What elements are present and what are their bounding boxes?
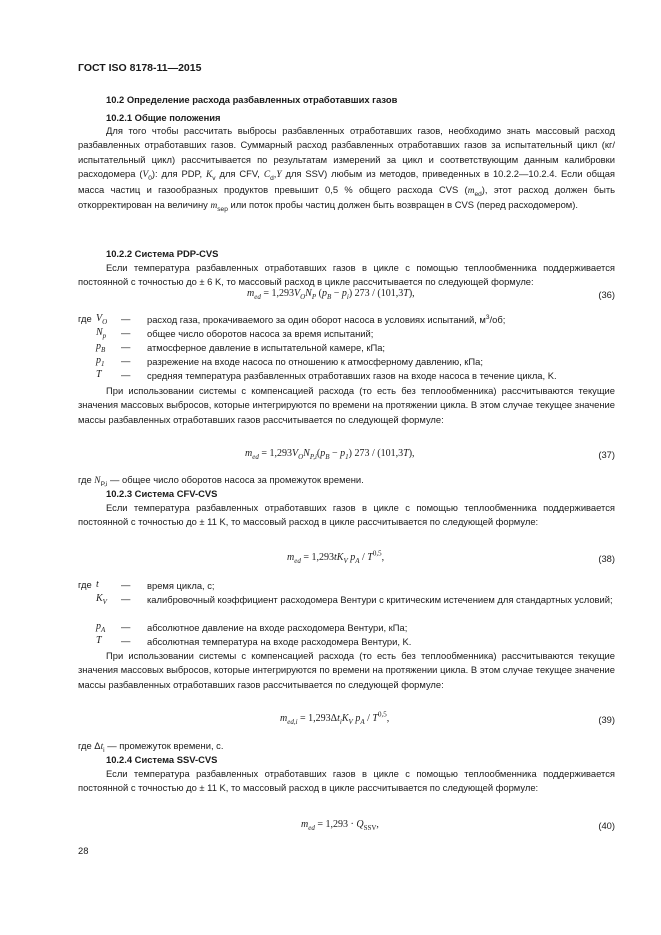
definition-kv: калибровочный коэффициент расходомера Вентури с критическим истечением для стандартных условий; [147,594,613,605]
dash: — [121,313,131,324]
text-run: для SSV) любым из методов, приведенных в 10.2.2—10.2.4. Если общая масса частиц и газообразных продуктов превышит 0,5 % общего расхода CVS ( [78,168,615,195]
dash: — [121,327,131,338]
dash: — [121,341,131,352]
equation-36: $m_{ed} = 1,293V_ON_P$ $(p_B - p_i)$ 273 / (101,3T), [247,288,415,301]
equation-40: $m_{ed} = 1,293 \cdot Q_{SSV}$, [301,819,379,832]
definition-np: общее число оборотов насоса за время испытаний; [147,328,374,339]
symbol-t: T [96,369,102,380]
equation-36-number: (36) [598,289,615,300]
where-39: где $\Delta t_i$ — промежуток времени, с. [78,740,224,754]
equation-40-number: (40) [598,820,615,831]
dash: — [121,635,131,646]
where-label: где [78,579,92,590]
paragraph-compensation-2: При использовании системы с компенсацией расхода (то есть без теплообменника) рассчитываются текущие значения массовых выбросов, которые интегрируются по времени на протяжении цикла. В этом случае текущее значение массы разбавленных отработавших газов рассчитывается по следующей формуле: [78,650,615,690]
dash: — [121,355,131,366]
symbol-p1: $p_1$ [96,355,105,368]
text-run: ), этот расход должен быть откорректирован на величину [78,183,615,211]
paragraph-ssv: Если температура разбавленных отработавших газов в цикле с помощью теплообменника поддерживается постоянной с точностью до ± 11 K, то массовый расход в цикле рассчитывается по следующей формуле: [78,768,615,794]
paragraph-compensation-1: При использовании системы с компенсацией расхода (то есть без теплообменника) рассчитываются текущие значения массовых выбросов, которые интегрируются по времени на протяжении цикла. В этом случае текущее значение массы разбавленных отработавших газов рассчитывается по следующей формуле: [78,385,615,425]
symbol-t-abs: T [96,635,102,646]
symbol-t-time: t [96,579,99,590]
definition-v0: расход газа, прокачиваемого за один оборот насоса в условиях испытаний, $м^3/об$; [147,313,506,325]
symbol-v0: $V_O$ [96,313,108,326]
section-10-2-1-heading: 10.2.1 Общие положения [106,112,221,123]
definition-p1: разрежение на входе насоса по отношению к атмосферному давлению, кПа; [147,356,483,367]
definition-t-time: время цикла, с; [147,580,215,591]
dash: — [121,621,131,632]
where-label: где [78,313,92,324]
section-10-2-2-heading: 10.2.2 Система PDP-CVS [106,248,219,259]
equation-39-number: (39) [598,714,615,725]
paragraph-cfv: Если температура разбавленных отработавших газов в цикле с помощью теплообменника поддерживается постоянной с точностью до ± 11 K, то массовый расход в цикле рассчитывается по следующей формуле: [78,502,615,528]
equation-38-number: (38) [598,553,615,564]
definition-t: средняя температура разбавленных отработавших газов на входе насоса в течение цикла, K. [147,370,557,381]
symbol-pb: $p_B$ [96,341,106,354]
text-run: ): для PDP, [151,168,207,180]
equation-39: $m_{ed,i} = 1,293\Delta t_iK_V$ $p_A / T^{0,5}$, [280,710,390,726]
text-run: где [78,474,95,485]
section-10-2-3-heading: 10.2.3 Система CFV-CVS [106,488,218,499]
equation-37: $m_{ed} = 1,293V_ON_{P,i}(p_B - p_1)$ 273 / (101,3T), [245,448,415,461]
paragraph-general: Для того чтобы рассчитать выбросы разбавленных отработавших газов, необходимо знать массовый расход разбавленных отработавших газов. Суммарный расход разбавленных отработавших газов за испытательный цикл (кг/испытательный цикл) рассчитывается по результатам измерений за цикл и соответствующим данным калибровки расходомера $(V_0)$: для PDP, $K_v$ для CFV, $C_d,Y$ для SSV) любым из методов, приведенных в 10.2.2—10.2.4. Если общая масса частиц и газообразных продуктов превышит 0,5 % общего расхода CVS $(m_{ed})$, этот расход должен быть откорректирован на величину $m_{sep}$ или поток пробы частиц должен быть возвращен в CVS (перед расходомером). [78,125,615,213]
definition-pa: абсолютное давление на входе расходомера Вентури, кПа; [147,622,408,633]
paragraph-pdp: Если температура разбавленных отработавших газов в цикле с помощью теплообменника поддерживается постоянной с точностью до ± 6 K, то массовый расход в цикле рассчитывается по следующей формуле: [78,262,615,288]
equation-37-number: (37) [598,449,615,460]
document-header: ГОСТ ISO 8178-11—2015 [78,62,202,74]
definition-t-abs: абсолютная температура на входе расходомера Вентури, K. [147,636,412,647]
where-37: где $N_{P,i}$ — общее число оборотов насоса за промежуток времени. [78,474,364,488]
section-10-2-4-heading: 10.2.4 Система SSV-CVS [106,754,218,765]
definition-pb: атмосферное давление в испытательной камере, кПа; [147,342,386,353]
section-10-2-heading: 10.2 Определение расхода разбавленных отработавших газов [106,94,398,105]
symbol-pa: $p_A$ [96,621,106,634]
equation-38: $m_{ed} = 1,293tK_V$ $p_A / T^{0,5}$, [287,549,385,565]
text-run: — общее число оборотов насоса за промежуток времени. [107,474,364,485]
page-number: 28 [78,845,89,856]
dash: — [121,369,131,380]
text-run: для CFV, [215,168,264,180]
text-run: Для того чтобы рассчитать выбросы разбавленных отработавших газов, необходимо знать массовый расход разбавленных отработавших газов. Суммарный расход разбавленных отработавших газов за испытательный цикл (кг/испытательный цикл) рассчитывается по результатам измерений за цикл и соответствующим данным калибровки расходомера ( [78,125,615,180]
symbol-np: $N_p$ [96,327,107,340]
symbol-kv: $K_V$ [96,593,107,606]
dash: — [121,579,131,590]
text-run: — промежуток времени, с. [104,740,224,751]
text-run: или поток пробы частиц должен быть возвращен в CVS (перед расходомером). [227,199,578,211]
dash: — [121,593,131,604]
